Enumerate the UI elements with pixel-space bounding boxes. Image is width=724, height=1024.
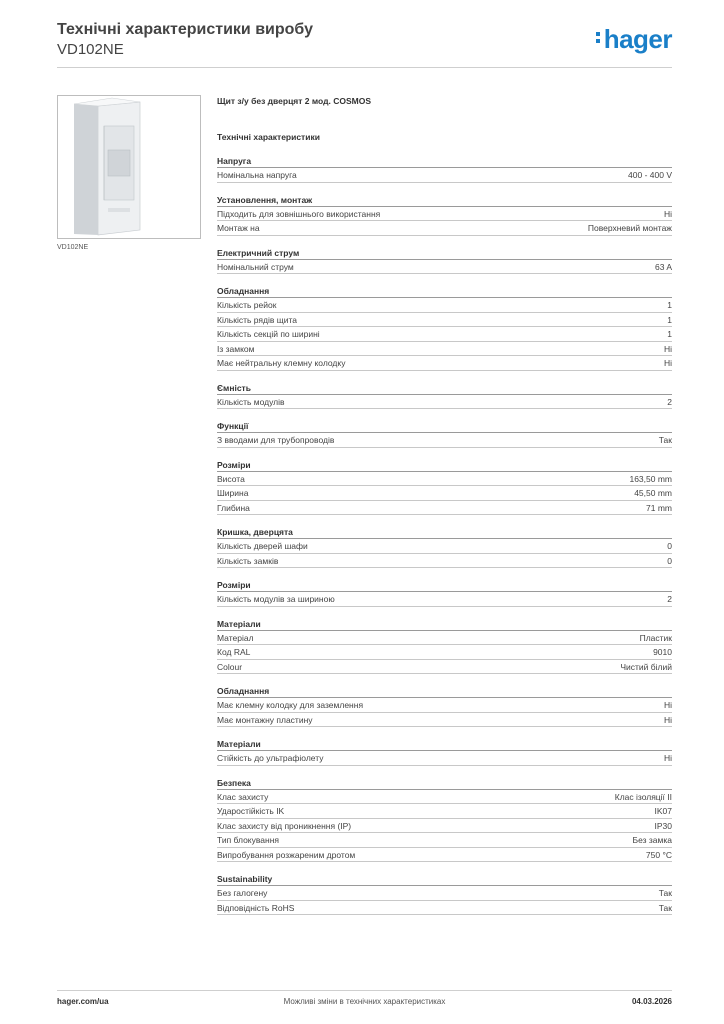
spec-row [217,221,672,236]
spec-section-title: Установлення, монтаж [217,194,672,207]
spec-value: 63 A [654,261,672,272]
spec-row [217,592,672,607]
spec-label: Кількість модулів [217,396,285,407]
spec-label: Має клемну колодку для заземлення [217,700,364,710]
spec-sections [217,155,672,915]
spec-value: 1 [667,329,672,339]
spec-row [217,645,672,660]
spec-section-title: Безпека [217,777,672,790]
spec-label: Номінальний струм [217,261,294,272]
spec-section-title: Розміри [217,579,672,592]
page-footer [57,990,672,1006]
spec-row [217,168,672,183]
spec-section [217,685,672,727]
spec-row [217,819,672,834]
spec-section [217,459,672,516]
spec-value: 0 [667,555,672,566]
spec-value: 2 [667,396,672,407]
spec-section-title: Електричний струм [217,247,672,260]
tech-specs-heading: Технічні характеристики [217,132,320,142]
spec-value: Чистий білий [620,661,672,672]
spec-section [217,382,672,410]
spec-section-title: Обладнання [217,285,672,298]
spec-section [217,247,672,275]
spec-label: Випробування розжареним дротом [217,849,356,860]
spec-section-title: Розміри [217,459,672,472]
spec-row [217,342,672,357]
logo-dots-icon [596,29,602,46]
spec-value: 750 °C [645,849,672,860]
spec-label: Підходить для зовнішнього використання [217,208,381,219]
spec-section [217,285,672,371]
spec-row [217,433,672,448]
spec-section [217,777,672,863]
spec-row [217,298,672,313]
spec-value: Пластик [639,632,672,643]
spec-content [217,94,672,915]
spec-value: Так [658,888,672,898]
spec-section [217,526,672,568]
spec-label: Висота [217,473,245,484]
spec-label: Кількість секцій по ширині [217,329,320,339]
spec-value: Ні [663,714,672,725]
spec-row [217,713,672,728]
footer-notice: Можливі зміни в технічних характеристиках [283,997,446,1006]
spec-label: Монтаж на [217,223,260,233]
spec-value: 2 [667,594,672,604]
spec-section-title: Функції [217,420,672,433]
spec-label: Відповідність RoHS [217,902,295,913]
spec-label: Ударостійкість IK [217,806,285,816]
spec-row [217,660,672,675]
spec-value: 71 mm [646,502,672,513]
spec-value: Клас ізоляції II [614,791,672,802]
spec-row [217,207,672,222]
spec-value: Так [658,902,672,913]
spec-value: 45,50 mm [634,488,672,498]
spec-row [217,848,672,863]
product-image [57,95,201,239]
spec-section-title: Обладнання [217,685,672,698]
spec-value: Ні [663,343,672,354]
spec-label: Глибина [217,502,250,513]
spec-row [217,486,672,501]
spec-label: Кількість дверей шафи [217,541,308,551]
spec-section [217,194,672,236]
spec-value: Так [658,435,672,445]
spec-row [217,356,672,371]
spec-row [217,698,672,713]
spec-row [217,260,672,275]
spec-row [217,554,672,569]
spec-section [217,738,672,766]
spec-row [217,751,672,766]
spec-label: Кількість модулів за шириною [217,594,335,604]
spec-label: Із замком [217,343,255,354]
footer-website-link[interactable]: hager.com/ua [57,997,109,1006]
spec-section [217,618,672,675]
spec-section [217,873,672,915]
spec-label: Кількість рядів щита [217,314,297,325]
spec-value: 1 [667,300,672,310]
spec-value: Поверхневий монтаж [587,223,672,233]
spec-row [217,790,672,805]
spec-row [217,327,672,342]
spec-section [217,155,672,183]
page-title: Технічні характеристики виробу [57,21,313,38]
spec-section-title: Sustainability [217,873,672,886]
product-name: Щит з/у без дверцят 2 мод. COSMOS [217,96,372,106]
spec-label: Клас захисту від проникнення (IP) [217,820,352,831]
spec-row [217,395,672,410]
spec-section-title: Ємність [217,382,672,395]
spec-row [217,886,672,901]
spec-label: Матеріал [217,632,254,643]
spec-row [217,901,672,916]
image-caption: VD102NE [57,244,89,251]
spec-section-title: Напруга [217,155,672,168]
spec-value: 9010 [653,647,672,657]
spec-label: З вводами для трубопроводів [217,435,335,445]
spec-section [217,420,672,448]
spec-label: Номінальна напруга [217,170,297,180]
spec-label: Стійкість до ультрафіолету [217,753,324,763]
spec-label: Тип блокування [217,835,280,845]
spec-row [217,472,672,487]
spec-section-title: Матеріали [217,618,672,631]
spec-value: Без замка [632,835,672,845]
spec-value: 0 [667,541,672,551]
spec-label: Без галогену [217,888,268,898]
spec-value: IP30 [654,820,672,831]
spec-section-title: Матеріали [217,738,672,751]
hager-logo: hager [596,26,672,52]
spec-row [217,833,672,848]
spec-label: Клас захисту [217,791,269,802]
spec-value: 163,50 mm [629,473,672,484]
spec-label: Кількість рейок [217,300,277,310]
spec-label: Colour [217,661,243,672]
spec-label: Код RAL [217,647,251,657]
spec-label: Кількість замків [217,555,279,566]
spec-value: Ні [663,208,672,219]
spec-label: Має монтажну пластину [217,714,313,725]
enclosure-picture-icon [58,96,200,238]
spec-row [217,539,672,554]
page-header [57,20,672,68]
spec-label: Ширина [217,488,249,498]
spec-value: IK07 [654,806,672,816]
spec-section-title: Кришка, дверцята [217,526,672,539]
product-code-subtitle: VD102NE [57,41,124,58]
spec-label: Має нейтральну клемну колодку [217,358,346,368]
spec-value: Ні [663,700,672,710]
spec-row [217,631,672,646]
spec-row [217,804,672,819]
spec-value: 1 [667,314,672,325]
spec-value: 400 - 400 V [628,170,672,180]
spec-value: Ні [663,358,672,368]
spec-row [217,313,672,328]
spec-section [217,579,672,607]
spec-value: Ні [663,753,672,763]
footer-date: 04.03.2026 [631,997,672,1006]
spec-row [217,501,672,516]
